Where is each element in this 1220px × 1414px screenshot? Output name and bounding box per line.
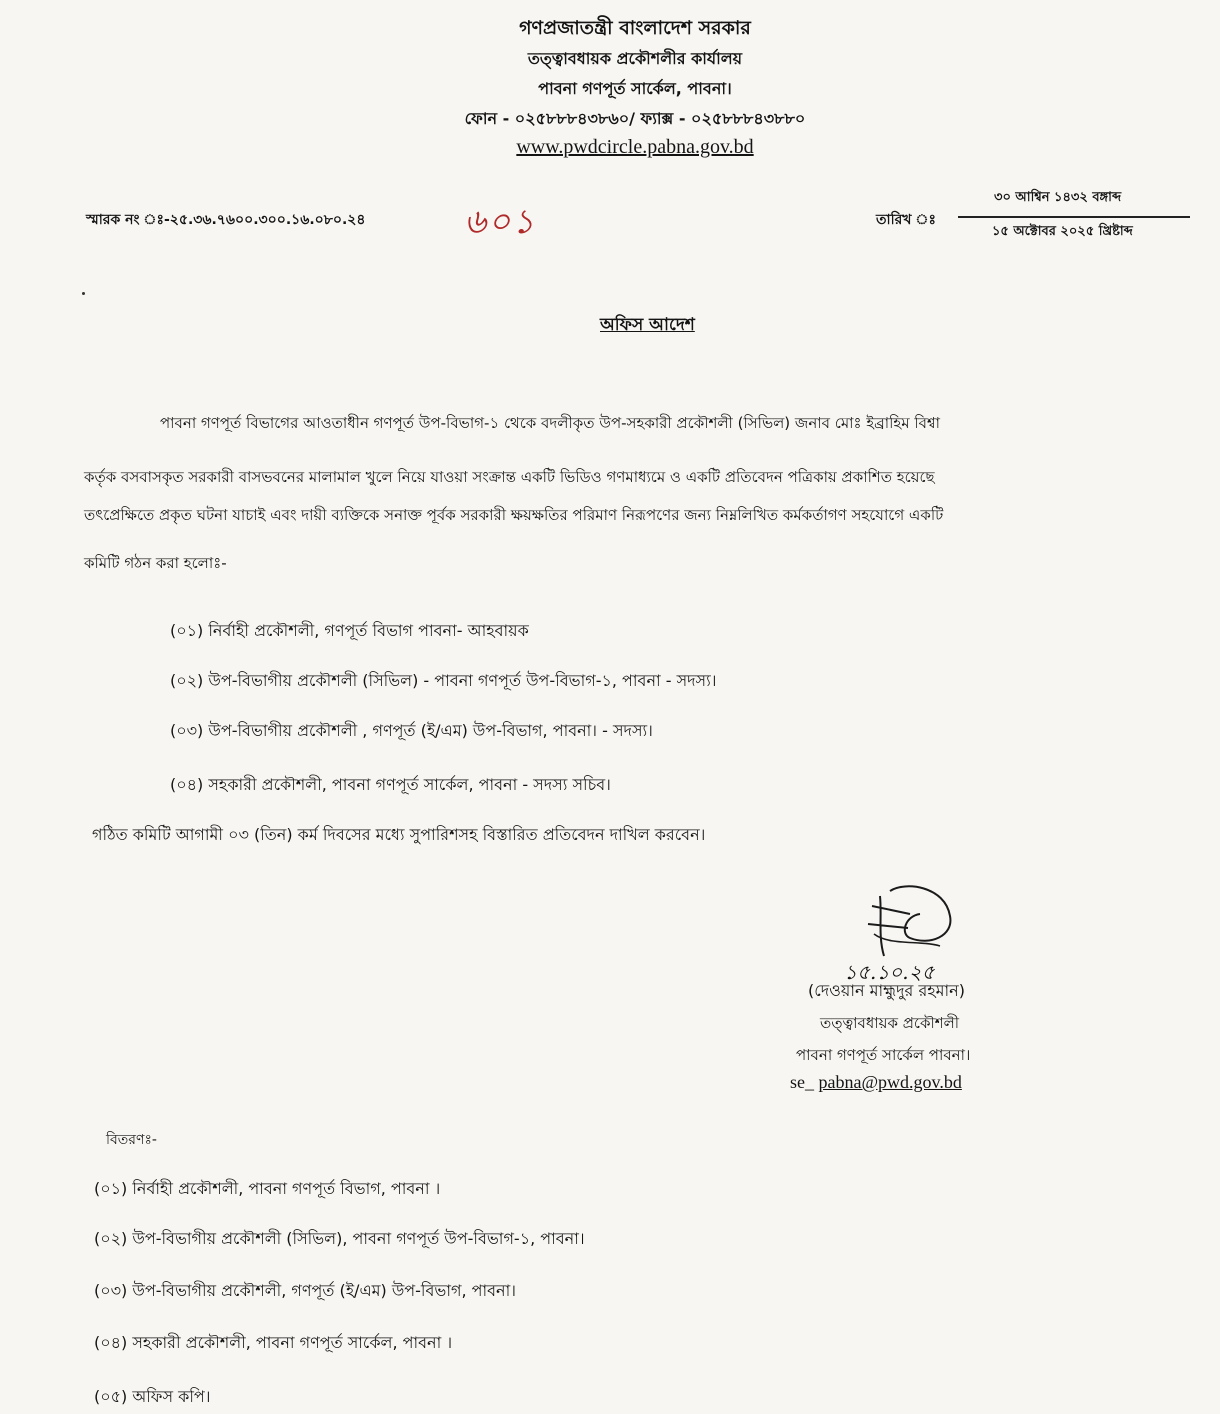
committee-member: (০৪) সহকারী প্রকৌশলী, পাবনা গণপূর্ত সার্কেল, পাবনা - সদস্য সচিব। xyxy=(170,775,611,794)
signature xyxy=(844,876,980,986)
distribution-item: (০৪) সহকারী প্রকৌশলী, পাবনা গণপূর্ত সার্কেল, পাবনা । xyxy=(94,1333,453,1352)
memo-number: স্মারক নং ঃ-২৫.৩৬.৭৬০০.৩০০.১৬.০৮০.২৪ xyxy=(86,212,366,228)
signatory-name: (দেওয়ান মাহ্মুদুর রহমান) xyxy=(808,981,965,1000)
body-line-4: কমিটি গঠন করা হলোঃ- xyxy=(84,554,227,572)
date-divider xyxy=(958,216,1190,218)
closing-instruction: গঠিত কমিটি আগামী ০৩ (তিন) কর্ম দিবসের মধ্যে সুপারিশসহ বিস্তারিত প্রতিবেদন দাখিল করবেন। xyxy=(92,825,706,844)
signatory-title: তত্ত্বাবধায়ক প্রকৌশলী xyxy=(820,1014,960,1032)
distribution-item: (০৫) অফিস কপি। xyxy=(94,1387,211,1406)
distribution-item: (০৩) উপ-বিভাগীয় প্রকৌশলী, গণপূর্ত (ই/এম) উপ-বিভাগ, পাবনা। xyxy=(94,1281,516,1300)
date-label: তারিখ ঃ xyxy=(876,212,936,228)
distribution-item: (০১) নির্বাহী প্রকৌশলী, পাবনা গণপূর্ত বিভাগ, পাবনা । xyxy=(94,1179,441,1198)
phone-fax: ফোন - ০২৫৮৮৮৪৩৮৬০/ ফ্যাক্স - ০২৫৮৮৮৪৩৮৮০ xyxy=(464,109,806,128)
distribution-heading: বিতরণঃ- xyxy=(106,1132,157,1148)
committee-member: (০১) নির্বাহী প্রকৌশলী, গণপূর্ত বিভাগ পাবনা- আহবায়ক xyxy=(170,621,529,640)
website-link[interactable]: www.pwdcircle.pabna.gov.bd xyxy=(516,136,754,158)
government-title: গণপ্রজাতন্ত্রী বাংলাদেশ সরকার xyxy=(519,17,751,39)
body-line-1: পাবনা গণপূর্ত বিভাগের আওতাধীন গণপূর্ত উপ-বিভাগ-১ থেকে বদলীকৃত উপ-সহকারী প্রকৌশলী (সিভিল) জনাব মোঃ ইব্রাহিম বিশ্বা xyxy=(160,414,940,432)
email-address[interactable]: pabna@pwd.gov.bd xyxy=(818,1072,962,1092)
committee-member: (০২) উপ-বিভাগীয় প্রকৌশলী (সিভিল) - পাবনা গণপূর্ত উপ-বিভাগ-১, পাবনা - সদস্য। xyxy=(170,671,717,690)
signatory-email[interactable] xyxy=(790,1072,962,1093)
office-name: তত্ত্বাবধায়ক প্রকৌশলীর কার্যালয় xyxy=(527,49,743,68)
order-title: অফিস আদেশ xyxy=(600,315,695,335)
speck xyxy=(82,292,85,295)
email-prefix: se_ xyxy=(790,1072,819,1092)
body-line-3: তৎপ্রেক্ষিতে প্রকৃত ঘটনা যাচাই এবং দায়ী ব্যক্তিকে সনাক্ত পূর্বক সরকারী ক্ষয়ক্ষতির পরিমাণ নিরূপণের জন্য নিম্নলিখিত কর্মকর্তাগণ সহযোগে একটি xyxy=(84,506,944,524)
committee-member: (০৩) উপ-বিভাগীয় প্রকৌশলী , গণপূর্ত (ই/এম) উপ-বিভাগ, পাবনা। - সদস্য। xyxy=(170,721,653,740)
office-address: পাবনা গণপূর্ত সার্কেল, পাবনা। xyxy=(538,79,732,98)
handwritten-memo-number: ৬০১ xyxy=(464,204,537,241)
handwritten-date: ১৫.১০.২৫ xyxy=(844,960,935,984)
date-english: ১৫ অক্টোবর ২০২৫ খ্রিষ্টাব্দ xyxy=(992,224,1133,239)
date-bangla: ৩০ আশ্বিন ১৪৩২ বঙ্গাব্দ xyxy=(994,190,1122,205)
body-line-2: কর্তৃক বসবাসকৃত সরকারী বাসভবনের মালামাল খুলে নিয়ে যাওয়া সংক্রান্ত একটি ভিডিও গণমাধ্যমে ও একটি প্রতিবেদন পত্রিকায় প্রকাশিত হয়েছে xyxy=(84,468,935,486)
distribution-item: (০২) উপ-বিভাগীয় প্রকৌশলী (সিভিল), পাবনা গণপূর্ত উপ-বিভাগ-১, পাবনা। xyxy=(94,1229,585,1248)
signatory-office: পাবনা গণপূর্ত সার্কেল পাবনা। xyxy=(796,1046,971,1064)
